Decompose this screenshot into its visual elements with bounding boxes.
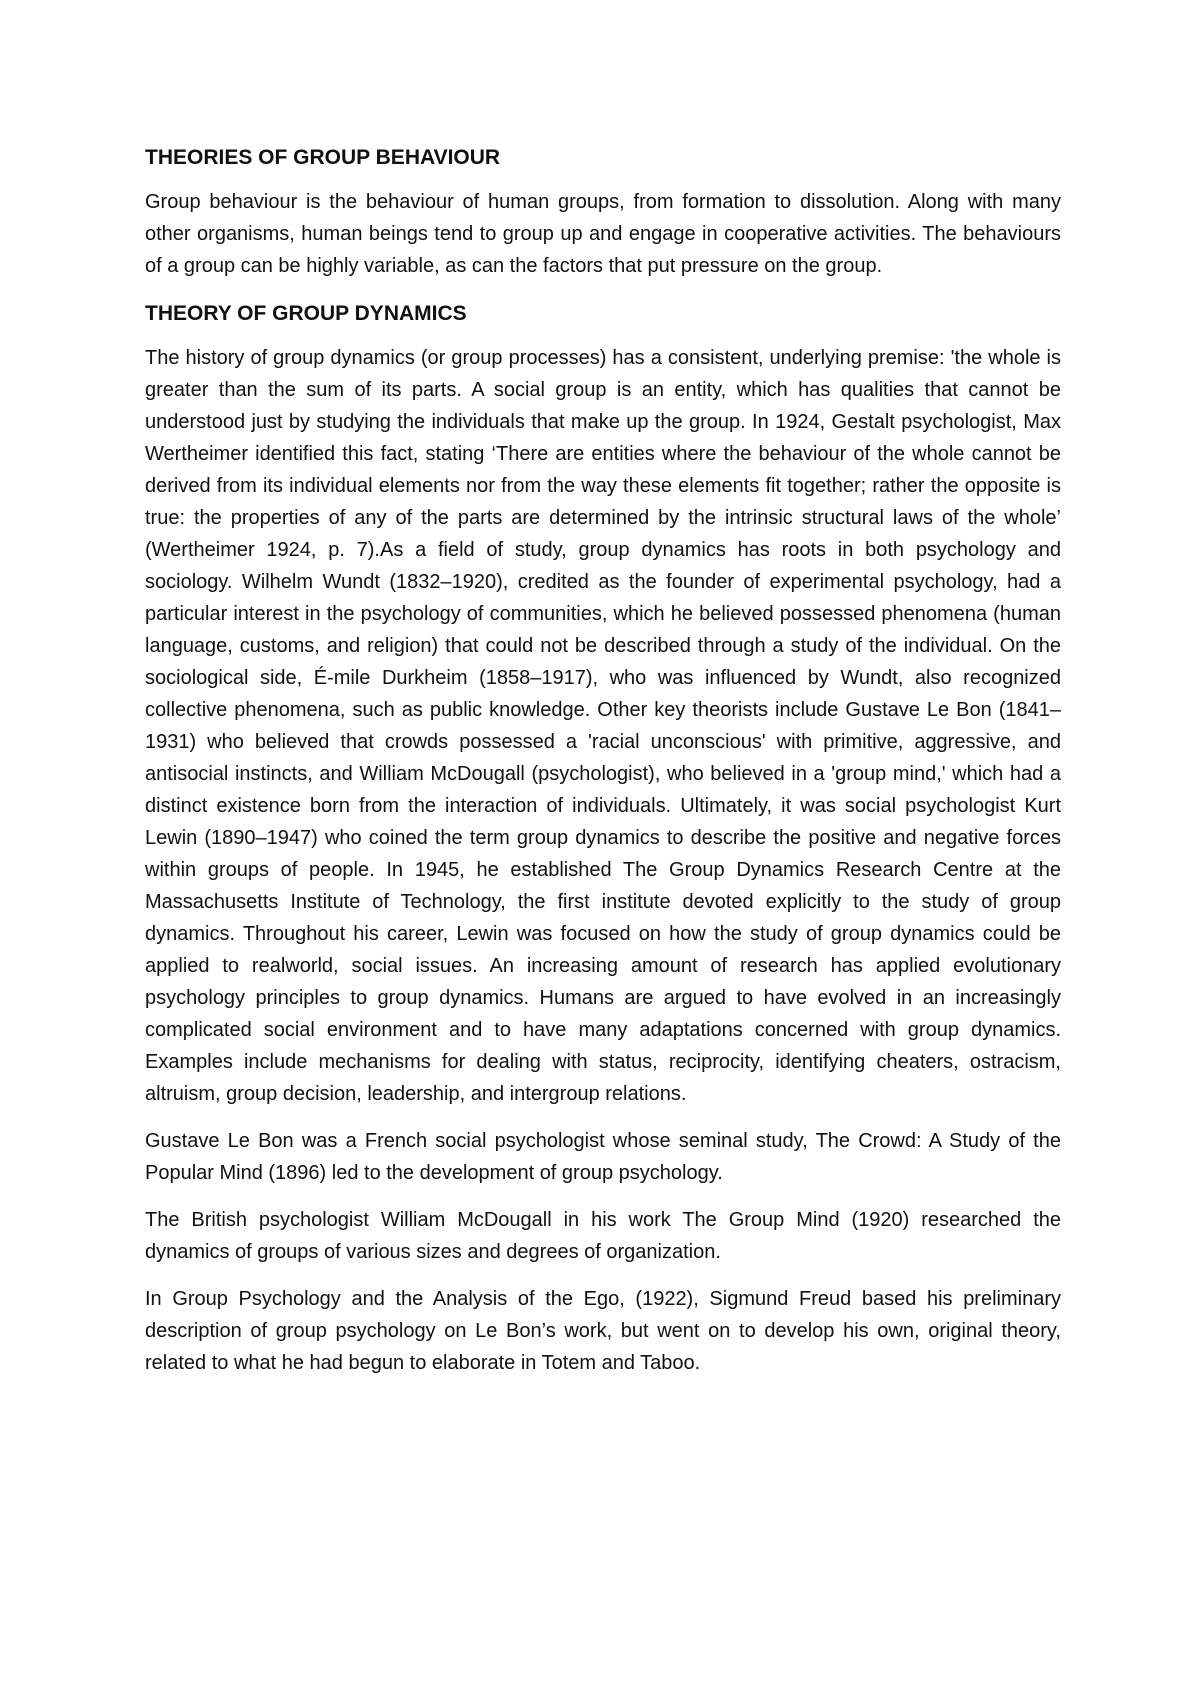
mcdougall-paragraph: The British psychologist William McDougall in his work The Group Mind (1920) researched the dynamics of groups of various sizes and degrees of organization.	[145, 1209, 1061, 1263]
intro-paragraph: Group behaviour is the behaviour of human groups, from formation to dissolution. Along with many other organisms, human beings tend to group up and engage in cooperative activities. The behaviours of a group can be highly variable, as can the factors that put pressure on the group.	[145, 191, 1061, 277]
heading-theories-of-group-behaviour: THEORIES OF GROUP BEHAVIOUR	[145, 146, 501, 169]
document-page	[145, 146, 1061, 1394]
freud-paragraph: In Group Psychology and the Analysis of the Ego, (1922), Sigmund Freud based his preliminary description of group psychology on Le Bon’s work, but went on to develop his own, original theory, related to what he had begun to elaborate in Totem and Taboo.	[145, 1288, 1061, 1374]
le-bon-paragraph: Gustave Le Bon was a French social psychologist whose seminal study, The Crowd: A Study of the Popular Mind (1896) led to the development of group psychology.	[145, 1130, 1061, 1184]
heading-theory-of-group-dynamics: THEORY OF GROUP DYNAMICS	[145, 302, 467, 325]
group-dynamics-paragraph: The history of group dynamics (or group processes) has a consistent, underlying premise: 'the whole is greater than the sum of its parts. A social group is an entity, which has qualities that cannot be understood just by studying the individuals that make up the group. In 1924, Gestalt psychologist, Max Wertheimer identified this fact, stating ‘There are entities where the behaviour of the whole cannot be derived from its individual elements nor from the way these elements fit together; rather the opposite is true: the properties of any of the parts are determined by the intrinsic structural laws of the whole’ (Wertheimer 1924, p. 7).As a field of study, group dynamics has roots in both psychology and sociology. Wilhelm Wundt (1832–1920), credited as the founder of experimental psychology, had a particular interest in the psychology of communities, which he believed possessed phenomena (human language, customs, and religion) that could not be described through a study of the individual. On the sociological side, É-mile Durkheim (1858–1917), who was influenced by Wundt, also recognized collective phenomena, such as public knowledge. Other key theorists include Gustave Le Bon (1841–1931) who believed that crowds possessed a 'racial unconscious' with primitive, aggressive, and antisocial instincts, and William McDougall (psychologist), who believed in a 'group mind,' which had a distinct existence born from the interaction of individuals. Ultimately, it was social psychologist Kurt Lewin (1890–1947) who coined the term group dynamics to describe the positive and negative forces within groups of people. In 1945, he established The Group Dynamics Research Centre at the Massachusetts Institute of Technology, the first institute devoted explicitly to the study of group dynamics. Throughout his career, Lewin was focused on how the study of group dynamics could be applied to realworld, social issues. An increasing amount of research has applied evolutionary psychology principles to group dynamics. Humans are argued to have evolved in an increasingly complicated social environment and to have many adaptations concerned with group dynamics. Examples include mechanisms for dealing with status, reciprocity, identifying cheaters, ostracism, altruism, group decision, leadership, and intergroup relations.	[145, 347, 1061, 1105]
